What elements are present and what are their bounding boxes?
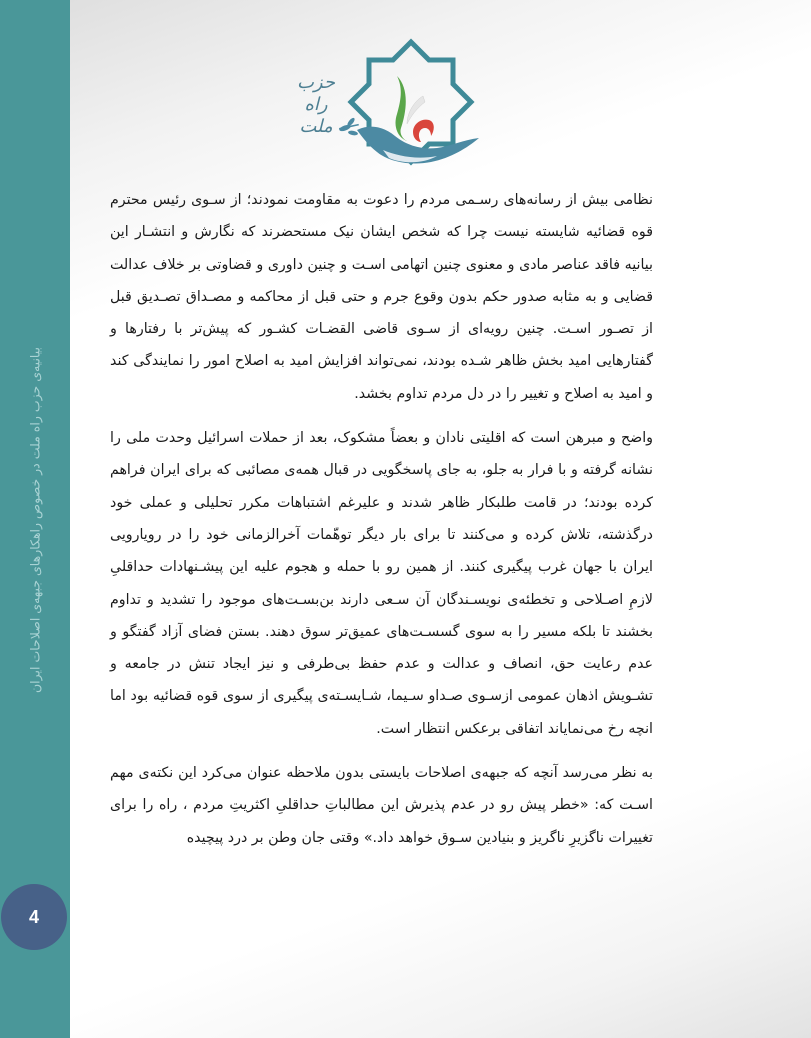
flag-white-icon — [407, 96, 425, 124]
page-number: 4 — [28, 906, 39, 927]
party-logo-icon — [285, 38, 485, 178]
party-name-logotype: حزب راه ملت — [296, 72, 335, 137]
paragraph: نظامی بیش از رسانه‌های رسـمی مردم را دعوت به مقاومت نمودند؛ از سـوی رئیس محترم قوه قضائیه شایسته نیست چرا که شخص ایشان نیک مستحضرند که نگارش و انتشـار این بیانیه فاقد عناصر مادی و معنوی چنین اتهامی اسـت و چنین داوری و قضاوتی بر خلاف عدالت قضایی و به مثابه صدور حکم بدون وقوع جرم و حتی قبل از محاکمه و مصـداق تصـدیق قبل از تصـور اسـت. چنین رویه‌ای از سـوی قاضی القضـات کشـور که پیش‌تر با رفتارها و گفتارهایی امید بخش ظاهر شـده بودند، نمی‌تواند افزایش امید به اصلاح امور را نمایندگی کند و امید به اصلاح و تغییر را در دل مردم تداوم بخشد. — [110, 192, 653, 402]
page-sidebar — [0, 0, 70, 1038]
running-title: بیانیه‌ی حزب راه ملت در خصوص راهکارهای جبهه‌ی اصلاحات ایران — [27, 347, 43, 693]
paragraph: به نظر می‌رسد آنچه که جبهه‌ی اصلاحات بایستی بدون ملاحظه عنوان می‌کرد این نکته‌ی مهم اسـت که: «خطر پیش رو در عدم پذیرش این مطالباتِ حداقلیِ اکثریتِ مردم ، راه را برای تغییرات ناگزیرِ ناگریز و بنیادین سـوق خواهد داد.» وقتی جان وطن بر درد پیچیده — [110, 765, 653, 846]
document-body — [110, 184, 653, 866]
flag-red-icon — [413, 120, 434, 142]
flag-green-icon — [396, 76, 410, 142]
olive-branch-icon — [339, 117, 359, 136]
page-number-badge — [1, 884, 67, 950]
paragraph: واضح و مبرهن است که اقلیتی نادان و بعضاً مشکوک، بعد از حملات اسرائیل وحدت ملی را نشانه گرفته و با فرار به جلو، به جای پاسخگویی در قبال همه‌ی مصائبی که برای ایران فراهم کرده بودند؛ در قامت طلبکار ظاهر شدند و علیرغم اشتباهات مکرر تحلیلی و عملی خود درگذشته، تلاش کرده و می‌کنند تا برای بار دیگر توهّمات آخرالزمانی خود را در رویارویی ایران با جهان غرب پیگیری کنند. از همین رو با حمله و هجوم علیه این پیشـنهادات حداقلیِ لازمِ اصـلاحی و تخطئه‌ی نویسـندگان آن سـعی دارند بن‌بسـت‌های موجود را تشدید و تداوم بخشند تا بلکه مسیر را به سوی گسسـت‌های عمیق‌تر سوق دهند. بستن فضای آزاد گفتگو و عدم رعایت حق، انصاف و عدالت و عدم حفظ بی‌طرفی و نیز ایجاد تنش در جامعه و تشـویش اذهان عمومی ازسـوی صـداو سـیما، شـایسـته‌ی پیگیری از سوی قوه قضائیه بود اما انچه رخ می‌نمایاند اتفاقی برعکس انتظار است. — [110, 430, 653, 737]
